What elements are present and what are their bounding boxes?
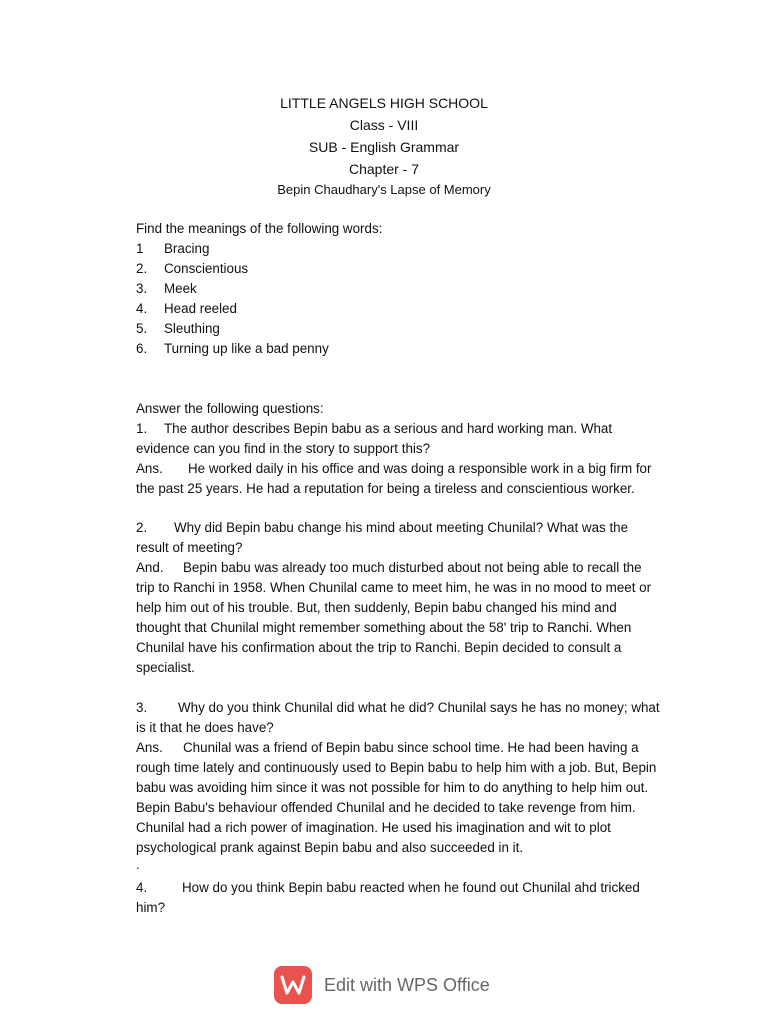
answer-label: And. [136, 560, 164, 575]
question-text: result of meeting? [136, 540, 243, 555]
answer-label: Ans. [136, 740, 163, 755]
question-number: 3. [136, 700, 148, 715]
list-item [136, 279, 681, 299]
item-text: Turning up like a bad penny [164, 341, 329, 356]
item-text: Sleuthing [164, 321, 220, 336]
item-number: 1 [136, 241, 144, 256]
answer-text: Chunilal was a friend of Bepin babu since school time. He had been having a [183, 740, 639, 755]
answer-text: psychological prank against Bepin babu and also succeeded in it. [136, 840, 524, 855]
words-section [136, 219, 681, 359]
watermark-text: Edit with WPS Office [324, 974, 490, 995]
questions-heading: Answer the following questions: [136, 401, 324, 416]
school-name: LITTLE ANGELS HIGH SCHOOL [280, 95, 488, 111]
list-item [136, 339, 681, 359]
questions-section [136, 399, 681, 499]
question-text: Why do you think Chunilal did what he did? Chunilal says he has no money; what [178, 700, 660, 715]
lesson-title: Bepin Chaudhary's Lapse of Memory [277, 182, 491, 197]
answer-label: Ans. [136, 461, 163, 476]
item-number: 3. [136, 281, 148, 296]
list-item [136, 319, 681, 339]
answer-text: the past 25 years. He had a reputation for being a tireless and conscientious worker. [136, 481, 635, 496]
question-text: him? [136, 900, 166, 915]
answer-text: babu was avoiding him since it was not possible for him to do anything to help him out. [136, 780, 649, 795]
answer-text: help him out of his trouble. But, then suddenly, Bepin babu changed his mind and [136, 600, 617, 615]
question-number: 1. [136, 421, 148, 436]
wps-watermark [274, 964, 490, 1006]
item-number: 4. [136, 301, 148, 316]
question-text: Why did Bepin babu change his mind about meeting Chunilal? What was the [174, 520, 629, 535]
question-4 [136, 878, 681, 918]
item-number: 6. [136, 341, 148, 356]
answer-text: specialist. [136, 660, 195, 675]
chapter-label: Chapter - 7 [348, 161, 420, 177]
answer-text: Bepin Babu's behaviour offended Chunilal and he decided to take revenge from him. [136, 800, 636, 815]
trailing-mark: . [136, 857, 140, 872]
words-heading: Find the meanings of the following words: [136, 221, 383, 236]
answer-text: thought that Chunilal might remember something about the 58' trip to Ranchi. When [136, 620, 632, 635]
answer-text: rough time lately and continuously used to Bepin babu to help him with a job. But, Bepin [136, 760, 657, 775]
answer-text: Bepin babu was already too much disturbed about not being able to recall the [183, 560, 642, 575]
question-1 [136, 419, 681, 499]
subject-label: SUB - English Grammar [308, 139, 460, 155]
list-item [136, 299, 681, 319]
item-text: Meek [164, 281, 197, 296]
question-text: evidence can you find in the story to support this? [136, 441, 431, 456]
question-number: 2. [136, 520, 148, 535]
question-2 [136, 518, 681, 678]
list-item [136, 239, 681, 259]
list-item [136, 259, 681, 279]
question-text: is it that he does have? [136, 720, 274, 735]
item-text: Bracing [164, 241, 210, 256]
question-text: The author describes Bepin babu as a serious and hard working man. What [164, 421, 613, 436]
class-label: Class - VIII [349, 117, 419, 133]
wps-logo-icon [274, 966, 312, 1004]
question-3 [136, 698, 681, 858]
answer-text: Chunilal had a rich power of imagination. He used his imagination and wit to plot [136, 820, 611, 835]
answer-text: trip to Ranchi in 1958. When Chunilal came to meet him, he was in no mood to meet or [136, 580, 652, 595]
answer-text: He worked daily in his office and was doing a responsible work in a big firm for [188, 461, 652, 476]
item-number: 2. [136, 261, 148, 276]
item-number: 5. [136, 321, 148, 336]
question-text: How do you think Bepin babu reacted when he found out Chunilal ahd tricked [182, 880, 640, 895]
item-text: Head reeled [164, 301, 237, 316]
question-number: 4. [136, 880, 148, 895]
answer-text: Chunilal have his confirmation about the trip to Ranchi. Bepin decided to consult a [136, 640, 622, 655]
item-text: Conscientious [164, 261, 249, 276]
